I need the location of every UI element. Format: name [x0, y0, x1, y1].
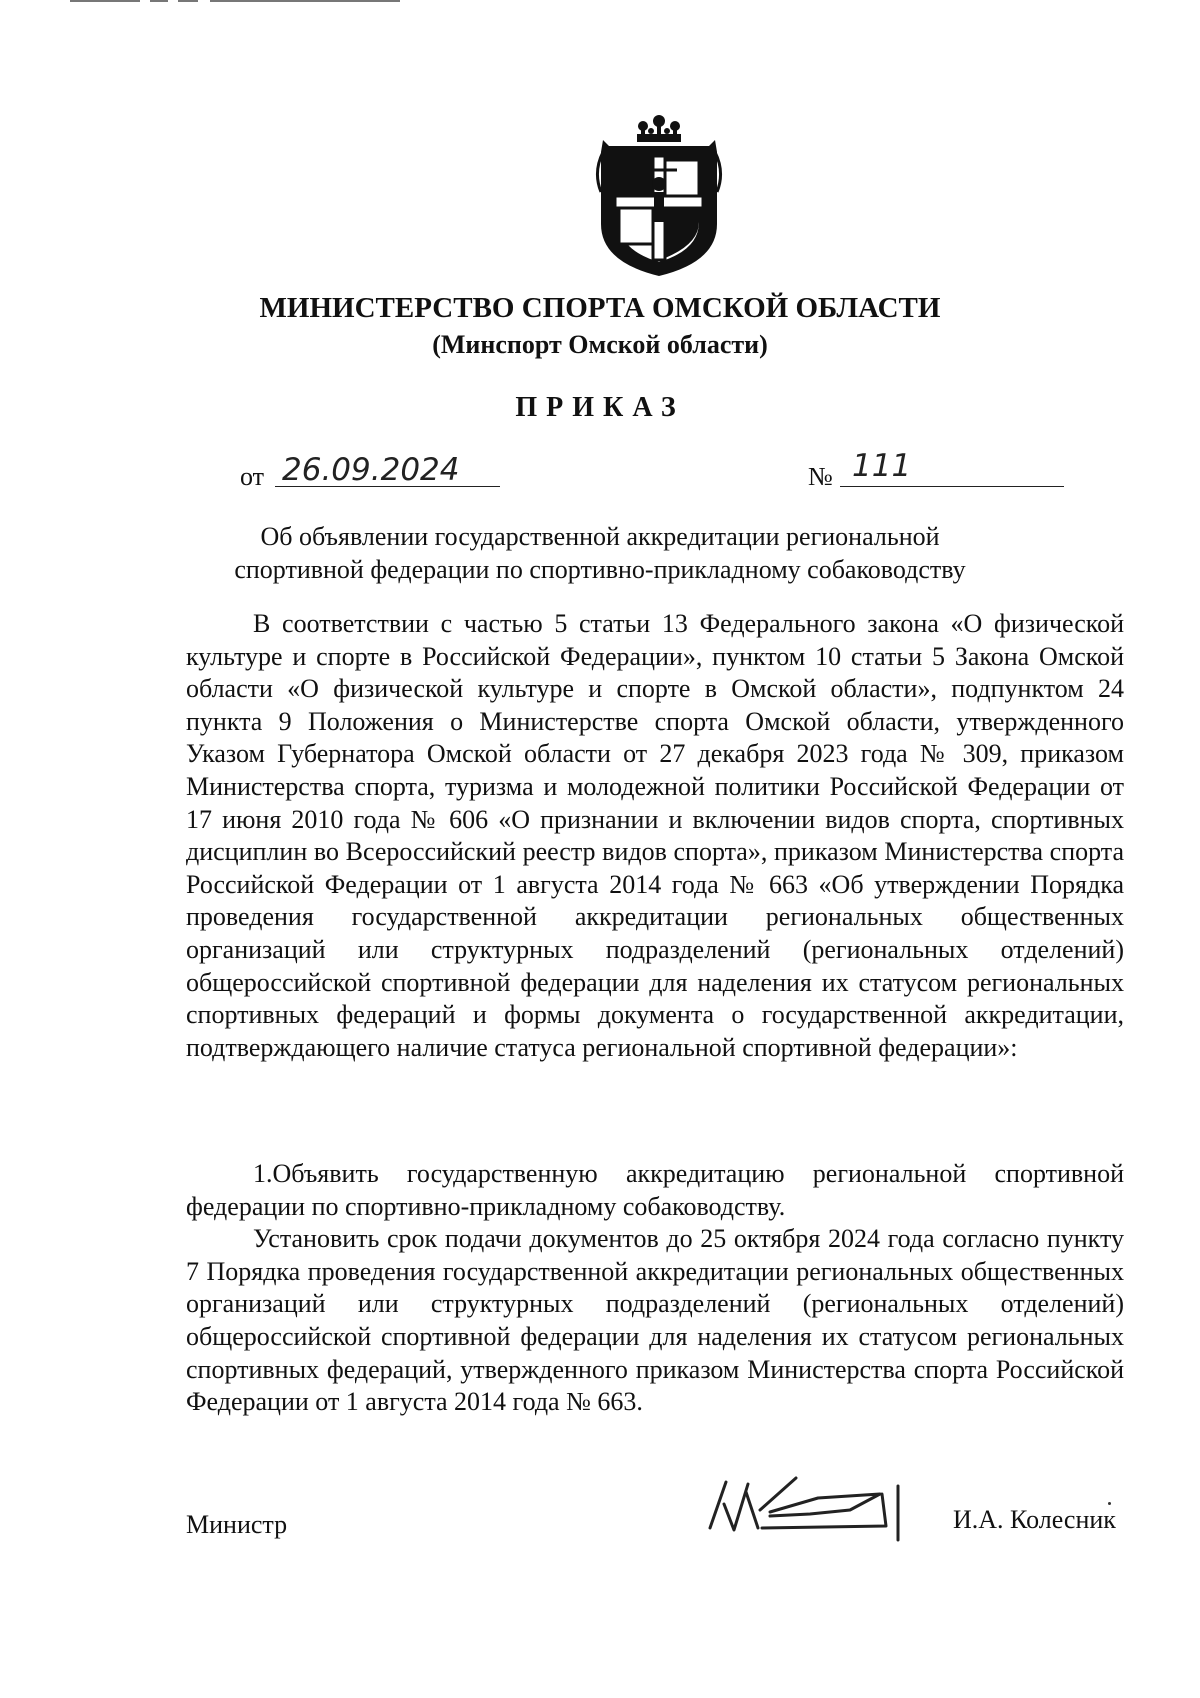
signer-name: И.А. Колесник: [953, 1505, 1116, 1534]
number-value: 111: [852, 448, 912, 484]
number-underline: [840, 486, 1064, 487]
organization-title: МИНИСТЕРСТВО СПОРТА ОМСКОЙ ОБЛАСТИ: [259, 292, 941, 324]
preamble-text: В соответствии с частью 5 статьи 13 Федерального закона «О физической культуре и спорте в Российской Федерации», пунктом 10 статьи 5 Закона Омской области «О физической культуре и спорте в Омской области», подпунктом 24 пункта 9 Положения о Министерстве спорта Омской области, утвержденного Указом Губернатора Омской области от 27 декабря 2023 года № 309, приказом Министерства спорта, туризма и молодежной политики Российской Федерации от 17 июня 2010 года № 606 «О признании и включении видов спорта, спортивных дисциплин во Всероссийский реестр видов спорта», приказом Министерства спорта Российской Федерации от 1 августа 2014 года № 663 «Об утверждении Порядка проведения государственной аккредитации региональных общественных организаций или структурных подразделений (региональных отделений) общероссийской спортивной федерации для наделения их статусом региональных спортивных федераций и формы документа о государственной аккредитации, подтверждающего наличие статуса региональной спортивной федерации»:: [186, 609, 1124, 1062]
scan-artifact-line: [150, 0, 168, 2]
order-items: [186, 1158, 1124, 1419]
scan-dot: [1108, 1502, 1111, 1505]
document-type: ПРИКАЗ: [515, 392, 685, 423]
number-prefix: №: [808, 462, 833, 491]
scan-artifact-line: [178, 0, 198, 2]
handwritten-signature: [700, 1470, 910, 1546]
scan-artifact-line: [70, 0, 140, 2]
subject-line-2: спортивной федерации по спортивно-прикладному собаководству: [234, 555, 966, 584]
order-subject: [0, 520, 1200, 586]
subject-line-1: Об объявлении государственной аккредитации региональной: [260, 522, 940, 551]
date-prefix: от: [240, 462, 265, 491]
order-item-1: 1.Объявить государственную аккредитацию региональной спортивной федерации по спортивно-прикладному собаководству.: [186, 1159, 1124, 1221]
order-item-2: Установить срок подачи документов до 25 октября 2024 года согласно пункту 7 Порядка проведения государственной аккредитации региональных общественных организаций или структурных подразделений (региональных отделений) общероссийской спортивной федерации для наделения их статусом региональных спортивных федераций, утвержденного приказом Министерства спорта Российской Федерации от 1 августа 2014 года № 663.: [186, 1224, 1124, 1417]
preamble-paragraph: [186, 608, 1124, 1064]
signer-position: Министр: [186, 1510, 288, 1539]
omsk-region-coat-of-arms-icon: [593, 112, 725, 280]
date-value: 26.09.2024: [282, 452, 460, 488]
scan-artifact-line: [210, 0, 400, 2]
organization-short-name: (Минспорт Омской области): [432, 330, 768, 359]
